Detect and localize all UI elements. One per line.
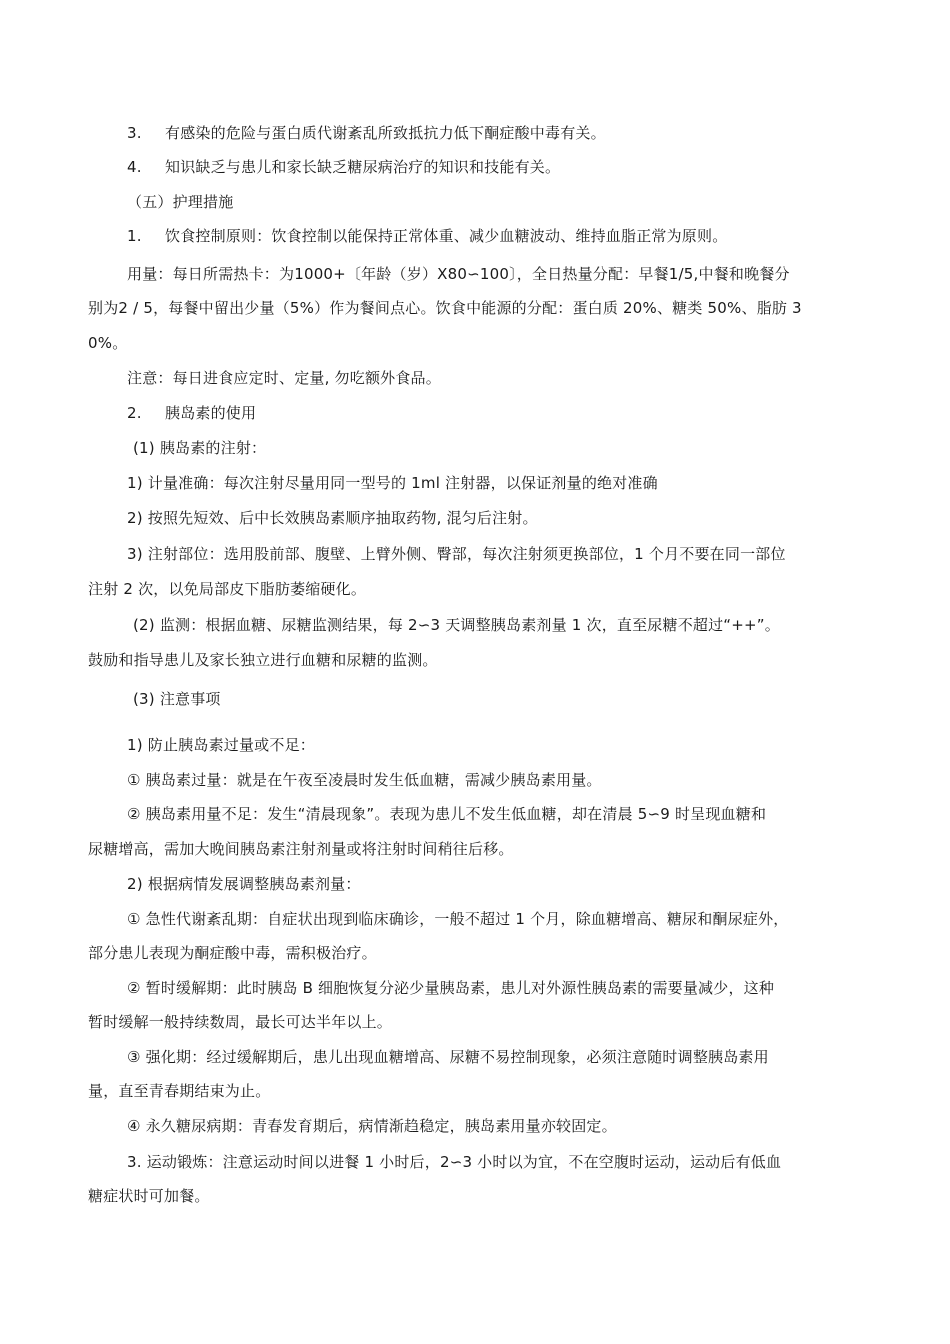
subsection-heading: (3) 注意事项	[133, 690, 221, 708]
paragraph-line: 2) 按照先短效、后中长效胰岛素顺序抽取药物, 混匀后注射。	[127, 509, 538, 527]
paragraph-line: ④ 永久糖尿病期：青春发育期后，病情渐趋稳定，胰岛素用量亦较固定。	[127, 1117, 617, 1135]
paragraph-line: 部分患儿表现为酮症酸中毒，需积极治疗。	[88, 944, 377, 962]
list-text: 知识缺乏与患儿和家长缺乏糖尿病治疗的知识和技能有关。	[165, 158, 561, 176]
paragraph-line: ② 暂时缓解期：此时胰岛 B 细胞恢复分泌少量胰岛素，患儿对外源性胰岛素的需要量减少，这种	[127, 979, 775, 997]
list-number: 3.	[127, 124, 142, 142]
paragraph-line: ③ 强化期：经过缓解期后，患儿出现血糖增高、尿糖不易控制现象，必须注意随时调整胰岛素用	[127, 1048, 769, 1066]
list-number: 2.	[127, 404, 142, 422]
paragraph-line: 尿糖增高，需加大晚间胰岛素注射剂量或将注射时间稍往后移。	[88, 840, 514, 858]
paragraph-line: (2) 监测：根据血糖、尿糖监测结果，每 2∽3 天调整胰岛素剂量 1 次，直至尿糖不超过“++”。	[133, 616, 780, 634]
paragraph-line: ① 急性代谢紊乱期：自症状出现到临床确诊，一般不超过 1 个月，除血糖增高、糖尿和酮尿症外，	[127, 910, 789, 928]
paragraph-line: 1) 防止胰岛素过量或不足：	[127, 736, 315, 754]
section-heading: （五）护理措施	[127, 193, 234, 211]
list-item-1	[127, 226, 727, 246]
list-item-2	[127, 403, 256, 423]
paragraph-line: 1) 计量准确：每次注射尽量用同一型号的 1ml 注射器，以保证剂量的绝对准确	[127, 474, 658, 492]
list-number: 1.	[127, 227, 142, 245]
paragraph-line: 注意：每日进食应定时、定量, 勿吃额外食品。	[127, 369, 441, 387]
list-text: 饮食控制原则：饮食控制以能保持正常体重、减少血糖波动、维持血脂正常为原则。	[165, 227, 728, 245]
paragraph-line: 糖症状时可加餐。	[88, 1187, 210, 1205]
list-item-3	[127, 123, 606, 143]
paragraph-line: 量，直至青春期结束为止。	[88, 1082, 271, 1100]
paragraph-line: 3) 注射部位：选用股前部、腹壁、上臂外侧、臀部，每次注射须更换部位，1 个月不要在同一部位	[127, 545, 786, 563]
list-item-4	[127, 157, 560, 177]
paragraph-line: 别为2 / 5，每餐中留出少量（5%）作为餐间点心。饮食中能源的分配：蛋白质 20%、糖类 50%、脂肪 3	[88, 299, 802, 317]
paragraph-line: 3. 运动锻炼：注意运动时间以进餐 1 小时后，2∽3 小时以为宜，不在空腹时运动，运动后有低血	[127, 1153, 782, 1171]
paragraph-line: 2) 根据病情发展调整胰岛素剂量：	[127, 875, 361, 893]
list-text: 胰岛素的使用	[165, 404, 257, 422]
list-text: 有感染的危险与蛋白质代谢紊乱所致抵抗力低下酮症酸中毒有关。	[165, 124, 606, 142]
paragraph-line: ② 胰岛素用量不足：发生“清晨现象”。表现为患儿不发生低血糖，却在清晨 5∽9 时呈现血糖和	[127, 805, 767, 823]
paragraph-line: ① 胰岛素过量：就是在午夜至凌晨时发生低血糖，需减少胰岛素用量。	[127, 771, 602, 789]
paragraph-line: 暂时缓解一般持续数周，最长可达半年以上。	[88, 1013, 393, 1031]
paragraph-line: 鼓励和指导患儿及家长独立进行血糖和尿糖的监测。	[88, 651, 438, 669]
paragraph-line: 注射 2 次，以免局部皮下脂肪萎缩硬化。	[88, 580, 367, 598]
list-number: 4.	[127, 158, 142, 176]
paragraph-line: 0%。	[88, 334, 128, 352]
paragraph-line: 用量：每日所需热卡：为1000+〔年龄（岁）X80∽100〕，全日热量分配：早餐1/5,中餐和晚餐分	[127, 265, 790, 283]
subsection-heading: (1) 胰岛素的注射：	[133, 439, 267, 457]
